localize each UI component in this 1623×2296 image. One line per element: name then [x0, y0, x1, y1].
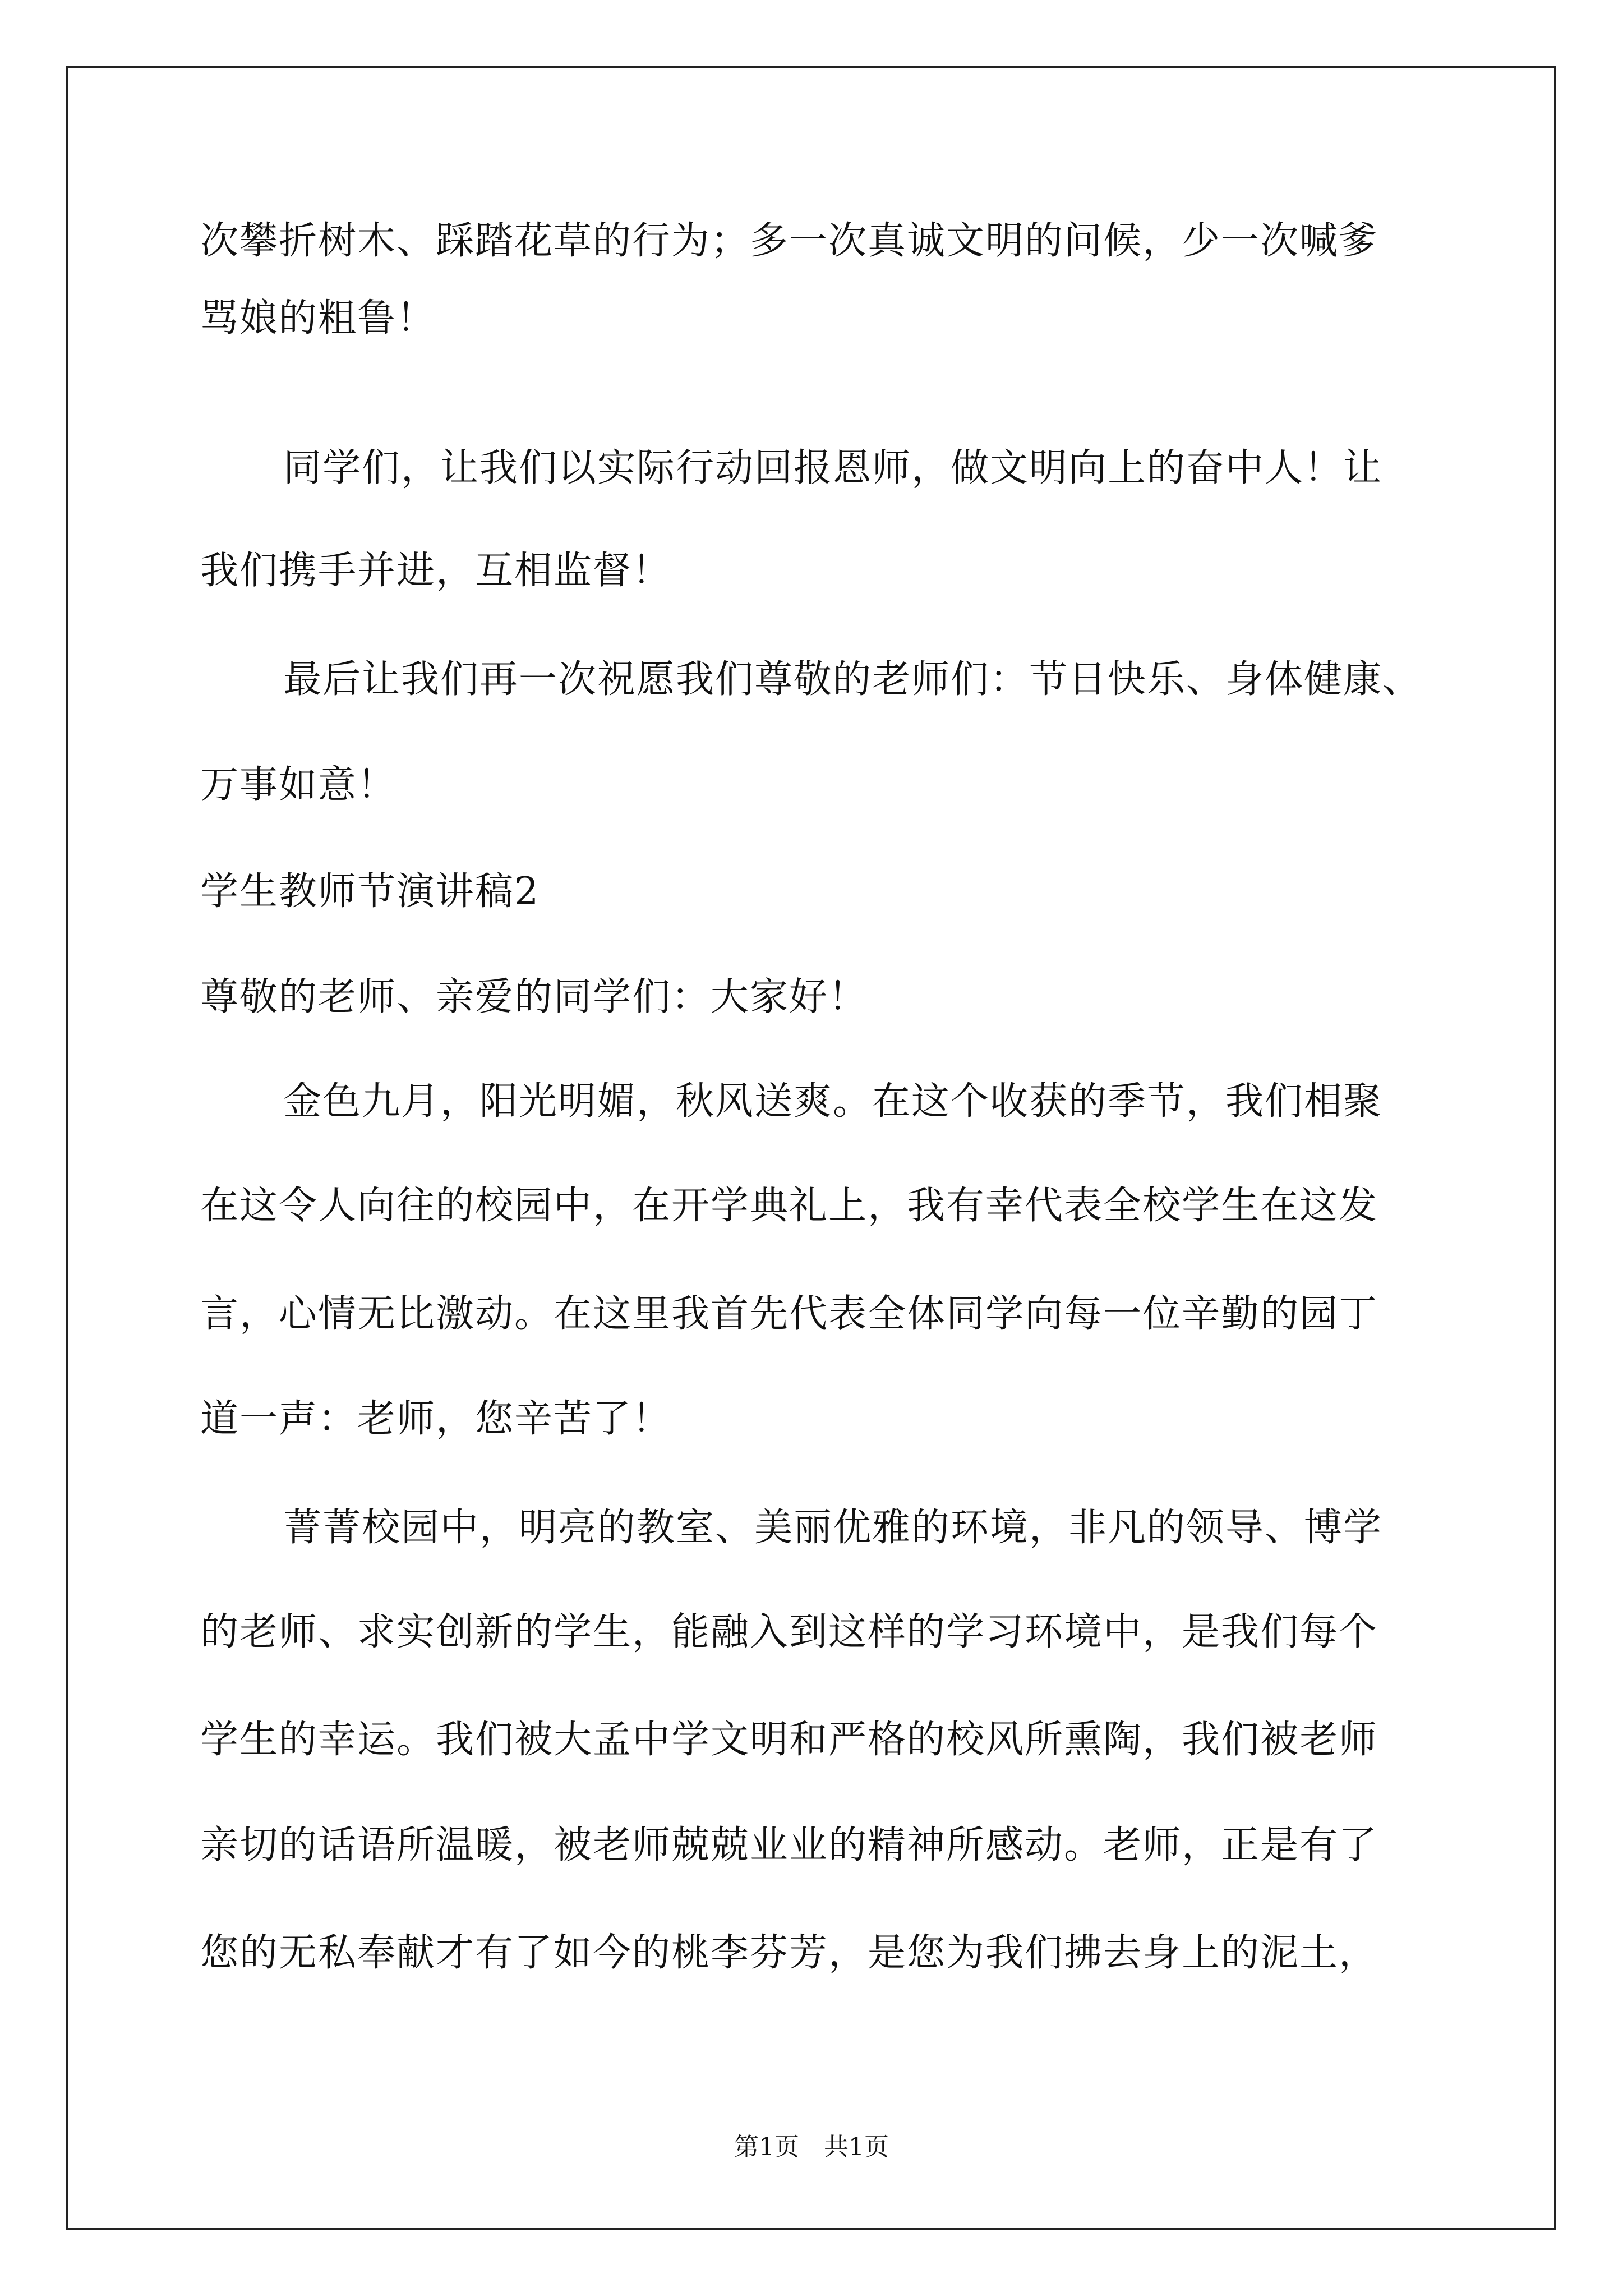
body-line: 同学们，让我们以实际行动回报恩师，做文明向上的奋中人！让 — [283, 446, 1383, 490]
salutation-line: 尊敬的老师、亲爱的同学们：大家好！ — [200, 975, 868, 1019]
body-line: 骂娘的粗鲁！ — [200, 296, 436, 341]
body-line: 在这令人向往的校园中，在开学典礼上，我有幸代表全校学生在这发 — [200, 1184, 1378, 1228]
body-line: 菁菁校园中，明亮的教室、美丽优雅的环境，非凡的领导、博学 — [283, 1506, 1383, 1550]
body-line: 的老师、求实创新的学生，能融入到这样的学习环境中，是我们每个 — [200, 1610, 1378, 1654]
page-number-footer: 第1页 共1页 — [734, 2133, 889, 2161]
body-line: 万事如意！ — [200, 763, 397, 807]
body-line: 最后让我们再一次祝愿我们尊敬的老师们：节日快乐、身体健康、 — [283, 657, 1422, 702]
body-line: 次攀折树木、踩踏花草的行为；多一次真诚文明的问候，少一次喊爹 — [200, 219, 1378, 263]
page-border — [66, 66, 1556, 2230]
body-line: 言，心情无比激动。在这里我首先代表全体同学向每一位辛勤的园丁 — [200, 1292, 1378, 1336]
body-line: 学生的幸运。我们被大孟中学文明和严格的校风所熏陶，我们被老师 — [200, 1718, 1378, 1762]
body-line: 您的无私奉献才有了如今的桃李芬芳，是您为我们拂去身上的泥土， — [200, 1931, 1378, 1975]
body-line: 道一声：老师，您辛苦了！ — [200, 1397, 672, 1441]
body-line: 亲切的话语所温暖，被老师兢兢业业的精神所感动。老师，正是有了 — [200, 1823, 1378, 1867]
body-line: 我们携手并进，互相监督！ — [200, 549, 672, 593]
body-line: 金色九月，阳光明媚，秋风送爽。在这个收获的季节，我们相聚 — [283, 1079, 1383, 1124]
section-heading: 学生教师节演讲稿2 — [200, 869, 540, 914]
